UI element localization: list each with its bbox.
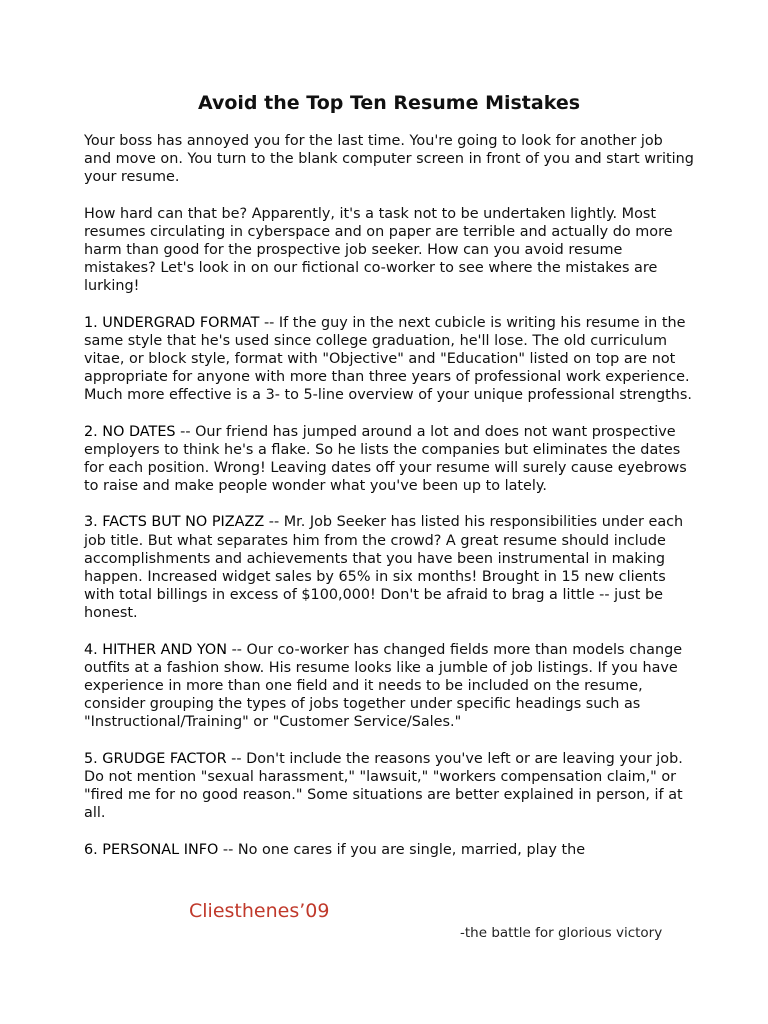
mistake-text: -- Mr. Job Seeker has listed his responsibilities under each job title. But what separates him from the crowd? A great resume should include accomplishments and achievements that you have been instrumental in making happen. Increased widget sales by 65% in six months! Brought in 15 new clients with total billings in excess of $100,000! Don't be afraid to brag a little -- just be honest. (84, 514, 684, 622)
intro-paragraph-2: How hard can that be? Apparently, it's a task not to be undertaken lightly. Most resumes circulating in cyberspace and on paper are terrible and actually do more harm than good for the prospective job seeker. How can you avoid resume mistakes? Let's look in on our fictional co-worker to see where the mistakes are lurking! (84, 205, 673, 295)
mistake-text: -- No one cares if you are single, married, play the (218, 841, 586, 858)
mistake-text: -- Our friend has jumped around a lot and does not want prospective employers to think he's a flake. So he lists the companies but eliminates the dates for each position. Wrong! Leaving dates off your resume will surely cause eyebrows to raise and make people wonder what you've been up to lately. (84, 423, 687, 495)
document-body (84, 92, 694, 877)
mistake-text: -- Don't include the reasons you've left or are leaving your job. Do not mention "sexual harassment," "lawsuit," "workers compensation claim," or "fired me for no good reason." Some situations are better explained in person, if at all. (84, 750, 683, 822)
mistake-item-5 (84, 750, 694, 823)
document-title: Avoid the Top Ten Resume Mistakes (197, 92, 581, 114)
mistake-text: -- If the guy in the next cubicle is writing his resume in the same style that he's used since college graduation, he'll lose. The old curriculum vitae, or block style, format with "Objective" and "Education" listed on top are not appropriate for anyone with more than three years of professional work experience. Much more effective is a 3- to 5-line overview of your unique professional strengths. (84, 314, 692, 404)
mistake-heading: 5. GRUDGE FACTOR (84, 750, 227, 767)
mistake-heading: 1. UNDERGRAD FORMAT (84, 314, 260, 331)
intro-paragraph-1: Your boss has annoyed you for the last time. You're going to look for another job and move on. You turn to the blank computer screen in front of you and start writing your resume. (84, 133, 694, 186)
mistake-heading: 4. HITHER AND YON (84, 641, 228, 658)
mistake-item-3 (84, 513, 694, 622)
mistake-heading: 3. FACTS BUT NO PIZAZZ (84, 514, 265, 531)
signature-watermark: Cliesthenes’09 (189, 900, 330, 922)
mistake-text: -- Our co-worker has changed fields more than models change outfits at a fashion show. His resume looks like a jumble of job listings. If you have experience in more than one field and it needs to be included on the resume, consider grouping the types of jobs together under specific headings such as "Instructional/Training" or "Customer Service/Sales." (84, 641, 683, 731)
mistake-item-4 (84, 641, 694, 732)
mistake-heading: 6. PERSONAL INFO (84, 841, 219, 858)
mistake-heading: 2. NO DATES (84, 423, 176, 440)
signature-tagline: -the battle for glorious victory (460, 925, 663, 941)
mistake-item-2 (84, 423, 694, 496)
mistake-item-1 (84, 314, 694, 405)
mistake-item-6 (84, 841, 694, 859)
